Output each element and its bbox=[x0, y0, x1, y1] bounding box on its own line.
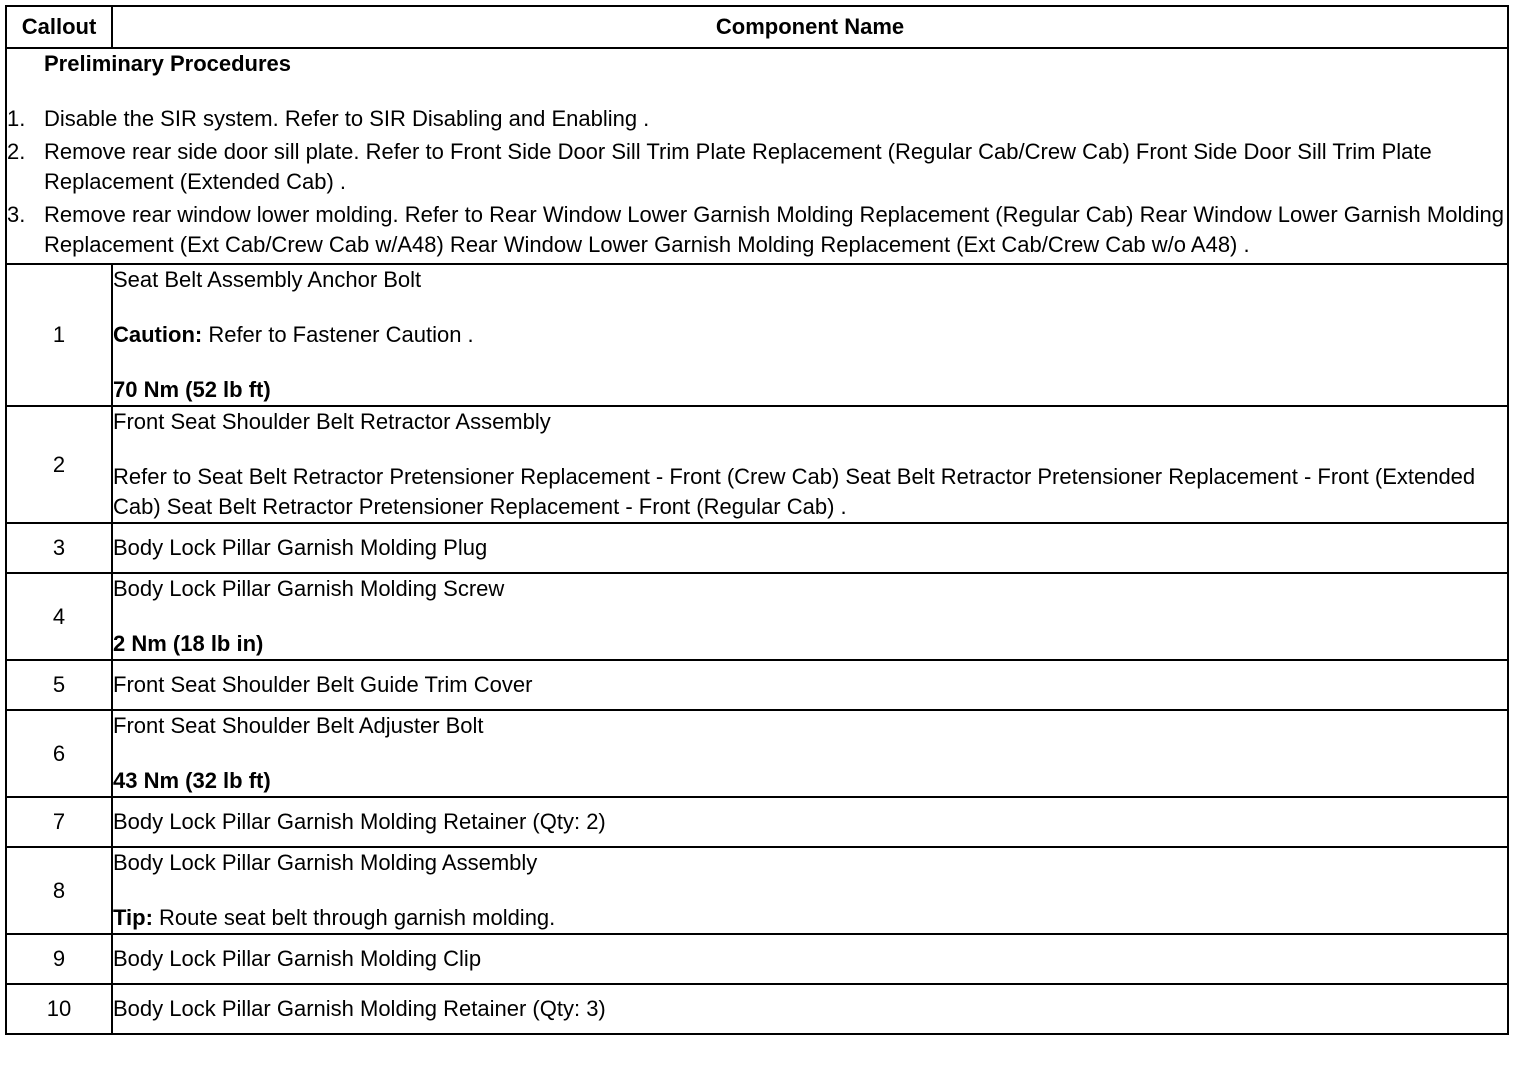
callout-cell: 4 bbox=[6, 573, 112, 660]
table-row bbox=[6, 847, 1508, 934]
component-name: Body Lock Pillar Garnish Molding Clip bbox=[113, 946, 482, 971]
table-header-row bbox=[6, 6, 1508, 48]
component-table bbox=[5, 5, 1509, 1035]
step-number: 2. bbox=[7, 139, 26, 164]
caution-note bbox=[113, 320, 1507, 350]
callout-cell: 3 bbox=[6, 523, 112, 573]
callout-cell: 5 bbox=[6, 660, 112, 710]
preliminary-step bbox=[7, 200, 1507, 260]
table-row bbox=[6, 710, 1508, 797]
table-row bbox=[6, 797, 1508, 847]
component-cell bbox=[112, 264, 1508, 406]
table-row bbox=[6, 934, 1508, 984]
component-cell bbox=[112, 710, 1508, 797]
preliminary-step bbox=[7, 137, 1507, 197]
caution-label: Caution: bbox=[113, 322, 203, 347]
component-cell bbox=[112, 934, 1508, 984]
table-row bbox=[6, 523, 1508, 573]
callout-cell: 7 bbox=[6, 797, 112, 847]
tip-label: Tip: bbox=[113, 905, 153, 930]
step-text: Disable the SIR system. Refer to SIR Disabling and Enabling . bbox=[44, 106, 650, 131]
component-cell bbox=[112, 847, 1508, 934]
component-name: Front Seat Shoulder Belt Retractor Assembly bbox=[113, 409, 551, 434]
step-number: 3. bbox=[7, 202, 26, 227]
tip-note bbox=[113, 903, 1507, 933]
table-row bbox=[6, 660, 1508, 710]
component-cell bbox=[112, 406, 1508, 523]
reference-note: Refer to Seat Belt Retractor Pretensioner Replacement - Front (Crew Cab) Seat Belt Retractor Pretensioner Replacement - Front (Extended Cab) Seat Belt Retractor Pretensioner Replacement - Front (Regular Cab) . bbox=[113, 464, 1476, 519]
table-row bbox=[6, 406, 1508, 523]
callout-cell: 8 bbox=[6, 847, 112, 934]
component-name: Body Lock Pillar Garnish Molding Retainer (Qty: 3) bbox=[113, 996, 606, 1021]
table-row bbox=[6, 573, 1508, 660]
component-name: Body Lock Pillar Garnish Molding Retainer (Qty: 2) bbox=[113, 809, 606, 834]
component-name: Body Lock Pillar Garnish Molding Assembly bbox=[113, 850, 538, 875]
preliminary-step bbox=[7, 104, 1507, 134]
component-name: Body Lock Pillar Garnish Molding Plug bbox=[113, 535, 488, 560]
torque-spec: 70 Nm (52 lb ft) bbox=[113, 377, 271, 402]
callout-column-header: Callout bbox=[6, 6, 112, 48]
preliminary-steps-list bbox=[7, 104, 1507, 260]
caution-text: Refer to Fastener Caution . bbox=[202, 322, 474, 347]
callout-cell: 1 bbox=[6, 264, 112, 406]
torque-spec: 2 Nm (18 lb in) bbox=[113, 631, 264, 656]
component-cell bbox=[112, 797, 1508, 847]
component-name: Front Seat Shoulder Belt Guide Trim Cover bbox=[113, 672, 533, 697]
callout-cell: 9 bbox=[6, 934, 112, 984]
table-row bbox=[6, 264, 1508, 406]
table-row bbox=[6, 984, 1508, 1034]
tip-text: Route seat belt through garnish molding. bbox=[152, 905, 556, 930]
preliminary-procedures-row bbox=[6, 48, 1508, 264]
component-cell bbox=[112, 660, 1508, 710]
preliminary-procedures-title: Preliminary Procedures bbox=[44, 51, 292, 76]
component-name: Seat Belt Assembly Anchor Bolt bbox=[113, 267, 422, 292]
step-text: Remove rear side door sill plate. Refer to Front Side Door Sill Trim Plate Replacement (Regular Cab/Crew Cab) Front Side Door Sill Trim Plate Replacement (Extended Cab) . bbox=[44, 139, 1432, 194]
component-name: Front Seat Shoulder Belt Adjuster Bolt bbox=[113, 713, 484, 738]
component-cell bbox=[112, 523, 1508, 573]
torque-spec: 43 Nm (32 lb ft) bbox=[113, 768, 271, 793]
component-cell bbox=[112, 573, 1508, 660]
step-text: Remove rear window lower molding. Refer to Rear Window Lower Garnish Molding Replacement (Regular Cab) Rear Window Lower Garnish Molding Replacement (Ext Cab/Crew Cab w/A48) Rear Window Lower Garnish Molding Replacement (Ext Cab/Crew Cab w/o A48) . bbox=[44, 202, 1504, 257]
step-number: 1. bbox=[7, 106, 26, 131]
component-cell bbox=[112, 984, 1508, 1034]
callout-cell: 2 bbox=[6, 406, 112, 523]
component-name: Body Lock Pillar Garnish Molding Screw bbox=[113, 576, 505, 601]
component-name-column-header: Component Name bbox=[112, 6, 1508, 48]
callout-cell: 10 bbox=[6, 984, 112, 1034]
callout-cell: 6 bbox=[6, 710, 112, 797]
preliminary-procedures-cell bbox=[6, 48, 1508, 264]
